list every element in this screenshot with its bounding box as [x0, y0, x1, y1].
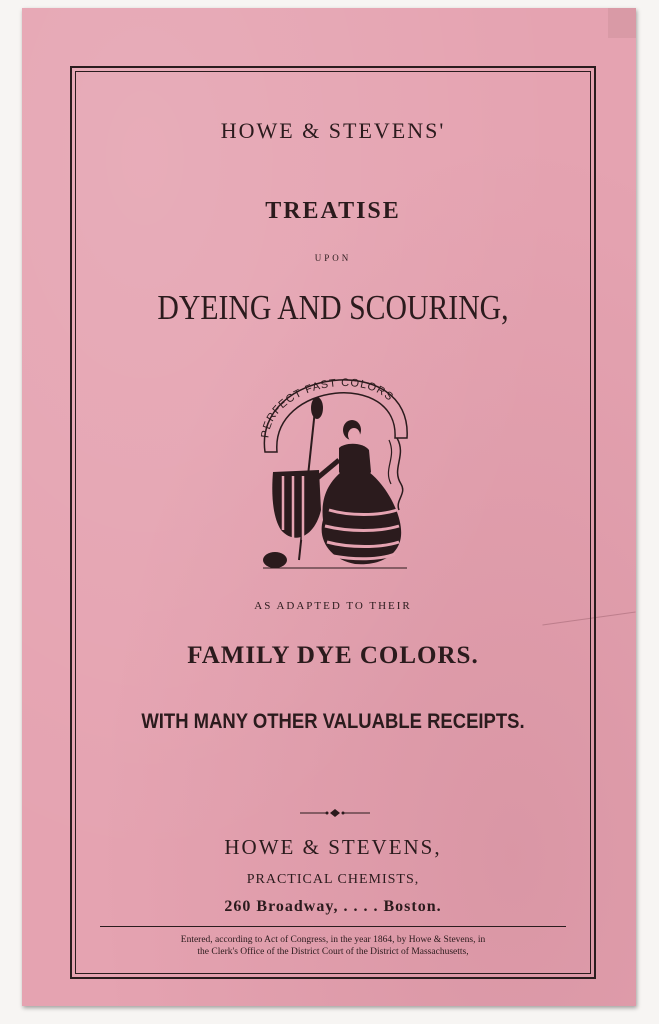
adapted-line: AS ADAPTED TO THEIR — [254, 600, 412, 612]
banner-text: PERFECT FAST COLORS — [259, 376, 396, 439]
copyright-notice — [72, 934, 594, 958]
main-title: DYEING AND SCOURING, — [157, 288, 509, 327]
upon-word: UPON — [314, 253, 352, 263]
family-dye-colors-heading: FAMILY DYE COLORS. — [187, 642, 479, 669]
treatise-heading: TREATISE — [265, 198, 401, 224]
pamphlet-cover — [22, 8, 636, 1006]
torn-corner — [608, 8, 636, 38]
liberty-vignette-illustration — [255, 360, 415, 582]
copyright-line-1: Entered, according to Act of Congress, in the year 1864, by Howe & Stevens, in — [180, 935, 486, 945]
valuable-receipts-line: WITH MANY OTHER VALUABLE RECEIPTS. — [141, 710, 525, 733]
publisher-name: HOWE & STEVENS, — [224, 835, 442, 859]
footer-rule — [100, 926, 566, 927]
copyright-line-2: the Clerk's Office of the District Court of the District of Massachusetts, — [197, 947, 469, 957]
publisher-profession: PRACTICAL CHEMISTS, — [246, 872, 420, 887]
publisher-heading: HOWE & STEVENS' — [220, 118, 446, 143]
publisher-address: 260 Broadway, . . . . Boston. — [224, 898, 442, 915]
ornament-divider — [300, 808, 370, 818]
border-frame — [70, 66, 596, 979]
